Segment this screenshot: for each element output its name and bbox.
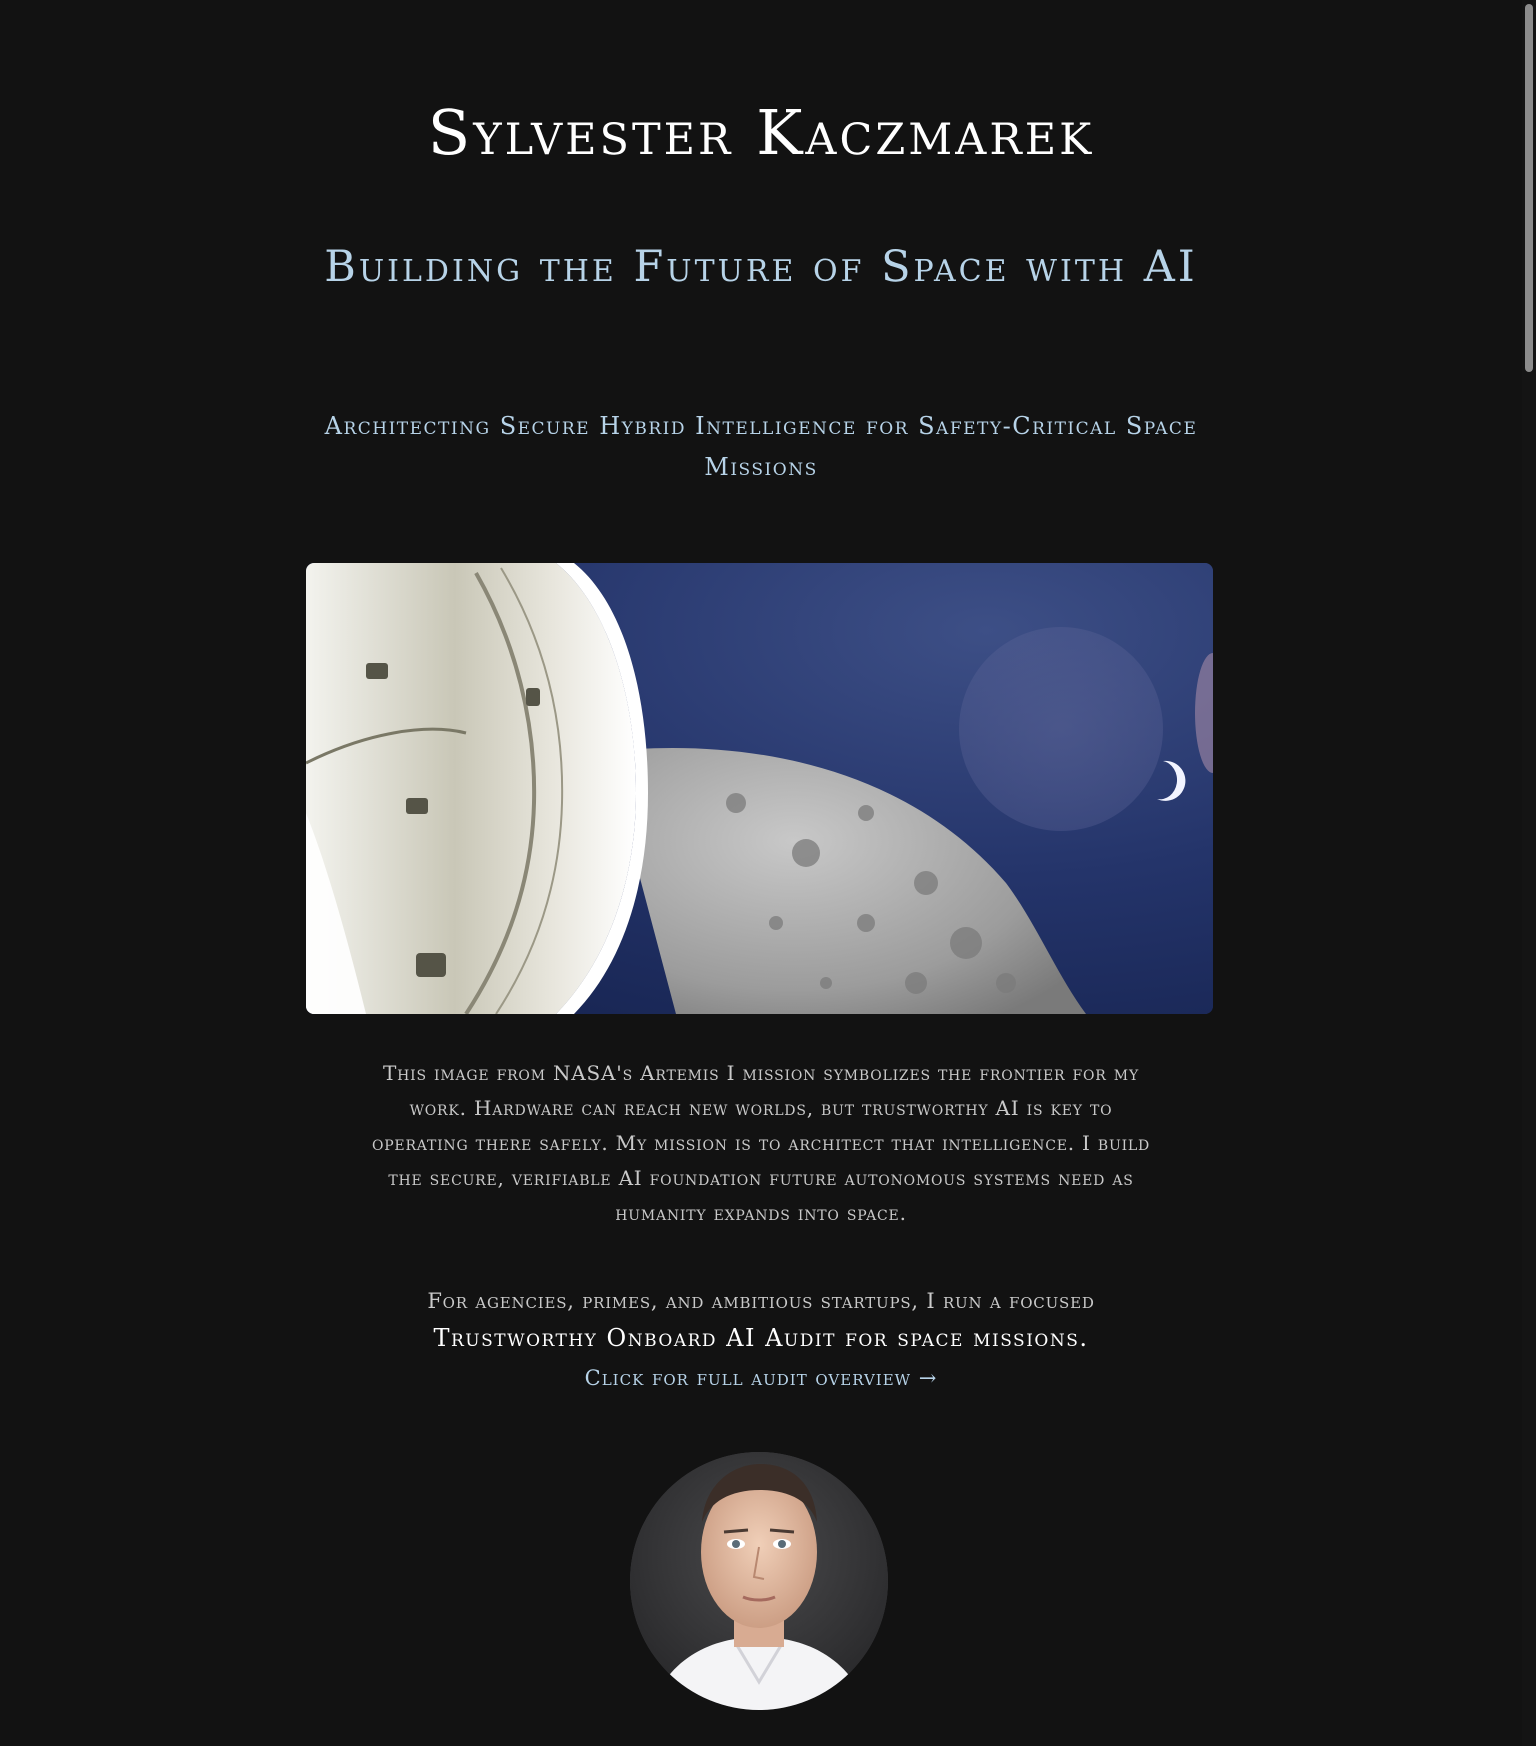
- hero-subheadline: Architecting Secure Hybrid Intelligence for Safety-Critical Space Missions: [324, 412, 1198, 481]
- audit-overview-link[interactable]: Click for full audit overview →: [584, 1366, 938, 1390]
- site-title: Sylvester Kaczmarek: [427, 96, 1095, 169]
- audit-callout: [320, 1284, 1202, 1398]
- profile-avatar: [630, 1452, 888, 1710]
- hero-headline: Building the Future of Space with AI: [324, 242, 1198, 292]
- intro-caption: This image from NASA's Artemis I mission symbolizes the frontier for my work. Hardware can reach new worlds, but trustworthy AI is key to operating there safely. My mission is to architect that intelligence. I build the secure, verifiable AI foundation future autonomous systems need as humanity expands into space.: [371, 1061, 1151, 1225]
- audit-lead-text: For agencies, primes, and ambitious startups, I run a focused: [427, 1289, 1095, 1313]
- scrollbar-thumb[interactable]: [1525, 4, 1533, 372]
- artemis-hero-image: [306, 563, 1213, 1014]
- page-scrollbar[interactable]: [1522, 0, 1536, 1746]
- audit-title: Trustworthy Onboard AI Audit for space missions.: [433, 1324, 1089, 1352]
